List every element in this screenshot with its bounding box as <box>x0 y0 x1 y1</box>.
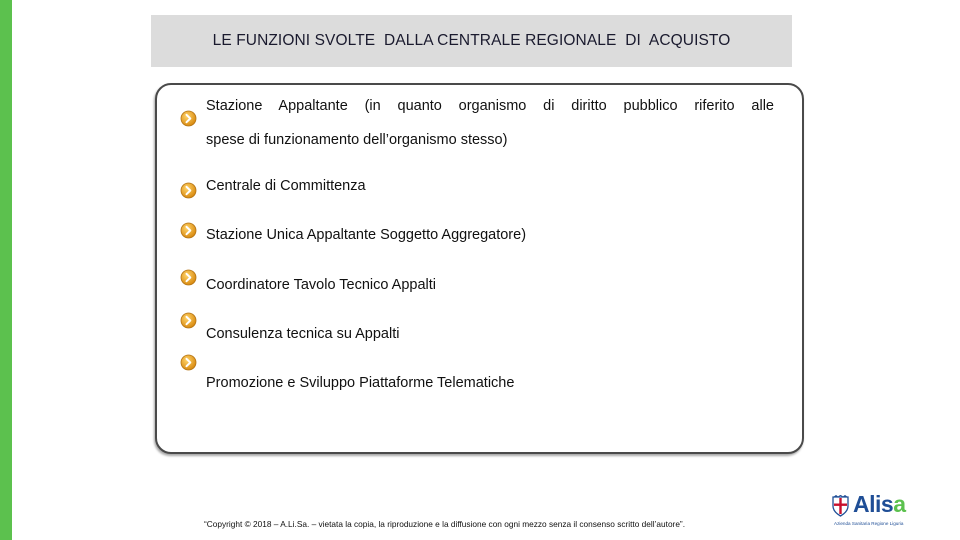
list-item-text: Consulenza tecnica su Appalti <box>206 326 400 342</box>
logo-word-green: a <box>893 491 906 517</box>
left-accent-bar <box>0 0 12 540</box>
chevron-bullet-icon <box>180 110 197 127</box>
chevron-bullet-icon <box>180 269 197 286</box>
list-item-text: Coordinatore Tavolo Tecnico Appalti <box>206 277 437 293</box>
list-item-bold-text: Stazione Appaltante <box>206 98 348 114</box>
slide-title: LE FUNZIONI SVOLTE DALLA CENTRALE REGIONALE DI ACQUISTO <box>212 32 731 49</box>
chevron-bullet-icon <box>180 182 197 199</box>
logo-subtitle: Azienda Sanitaria Regione Liguria <box>834 521 904 526</box>
list-item-text: Promozione e Sviluppo Piattaforme Telematiche <box>206 375 515 391</box>
chevron-bullet-icon <box>180 312 197 329</box>
list-item-text <box>206 98 774 114</box>
logo-wordmark <box>853 491 905 518</box>
list-item-text: Stazione Unica Appaltante Soggetto Aggregatore) <box>206 227 527 243</box>
chevron-bullet-icon <box>180 222 197 239</box>
list-item-continuation: spese di funzionamento dell’organismo stesso) <box>206 132 508 148</box>
copyright-notice: “Copyright © 2018 – A.Li.Sa. – vietata la copia, la riproduzione e la diffusione con ogni mezzo senza il consenso scritto dell’autore”. <box>204 519 686 529</box>
list-item-rest-text: (in quanto organismo di diritto pubblico riferito alle <box>347 98 774 114</box>
list-item-text: Centrale di Committenza <box>206 178 366 194</box>
logo-word-blue: Alis <box>853 491 894 517</box>
liguria-crest-icon <box>831 495 850 522</box>
chevron-bullet-icon <box>180 354 197 371</box>
alisa-logo <box>831 492 926 532</box>
title-banner <box>151 15 792 67</box>
